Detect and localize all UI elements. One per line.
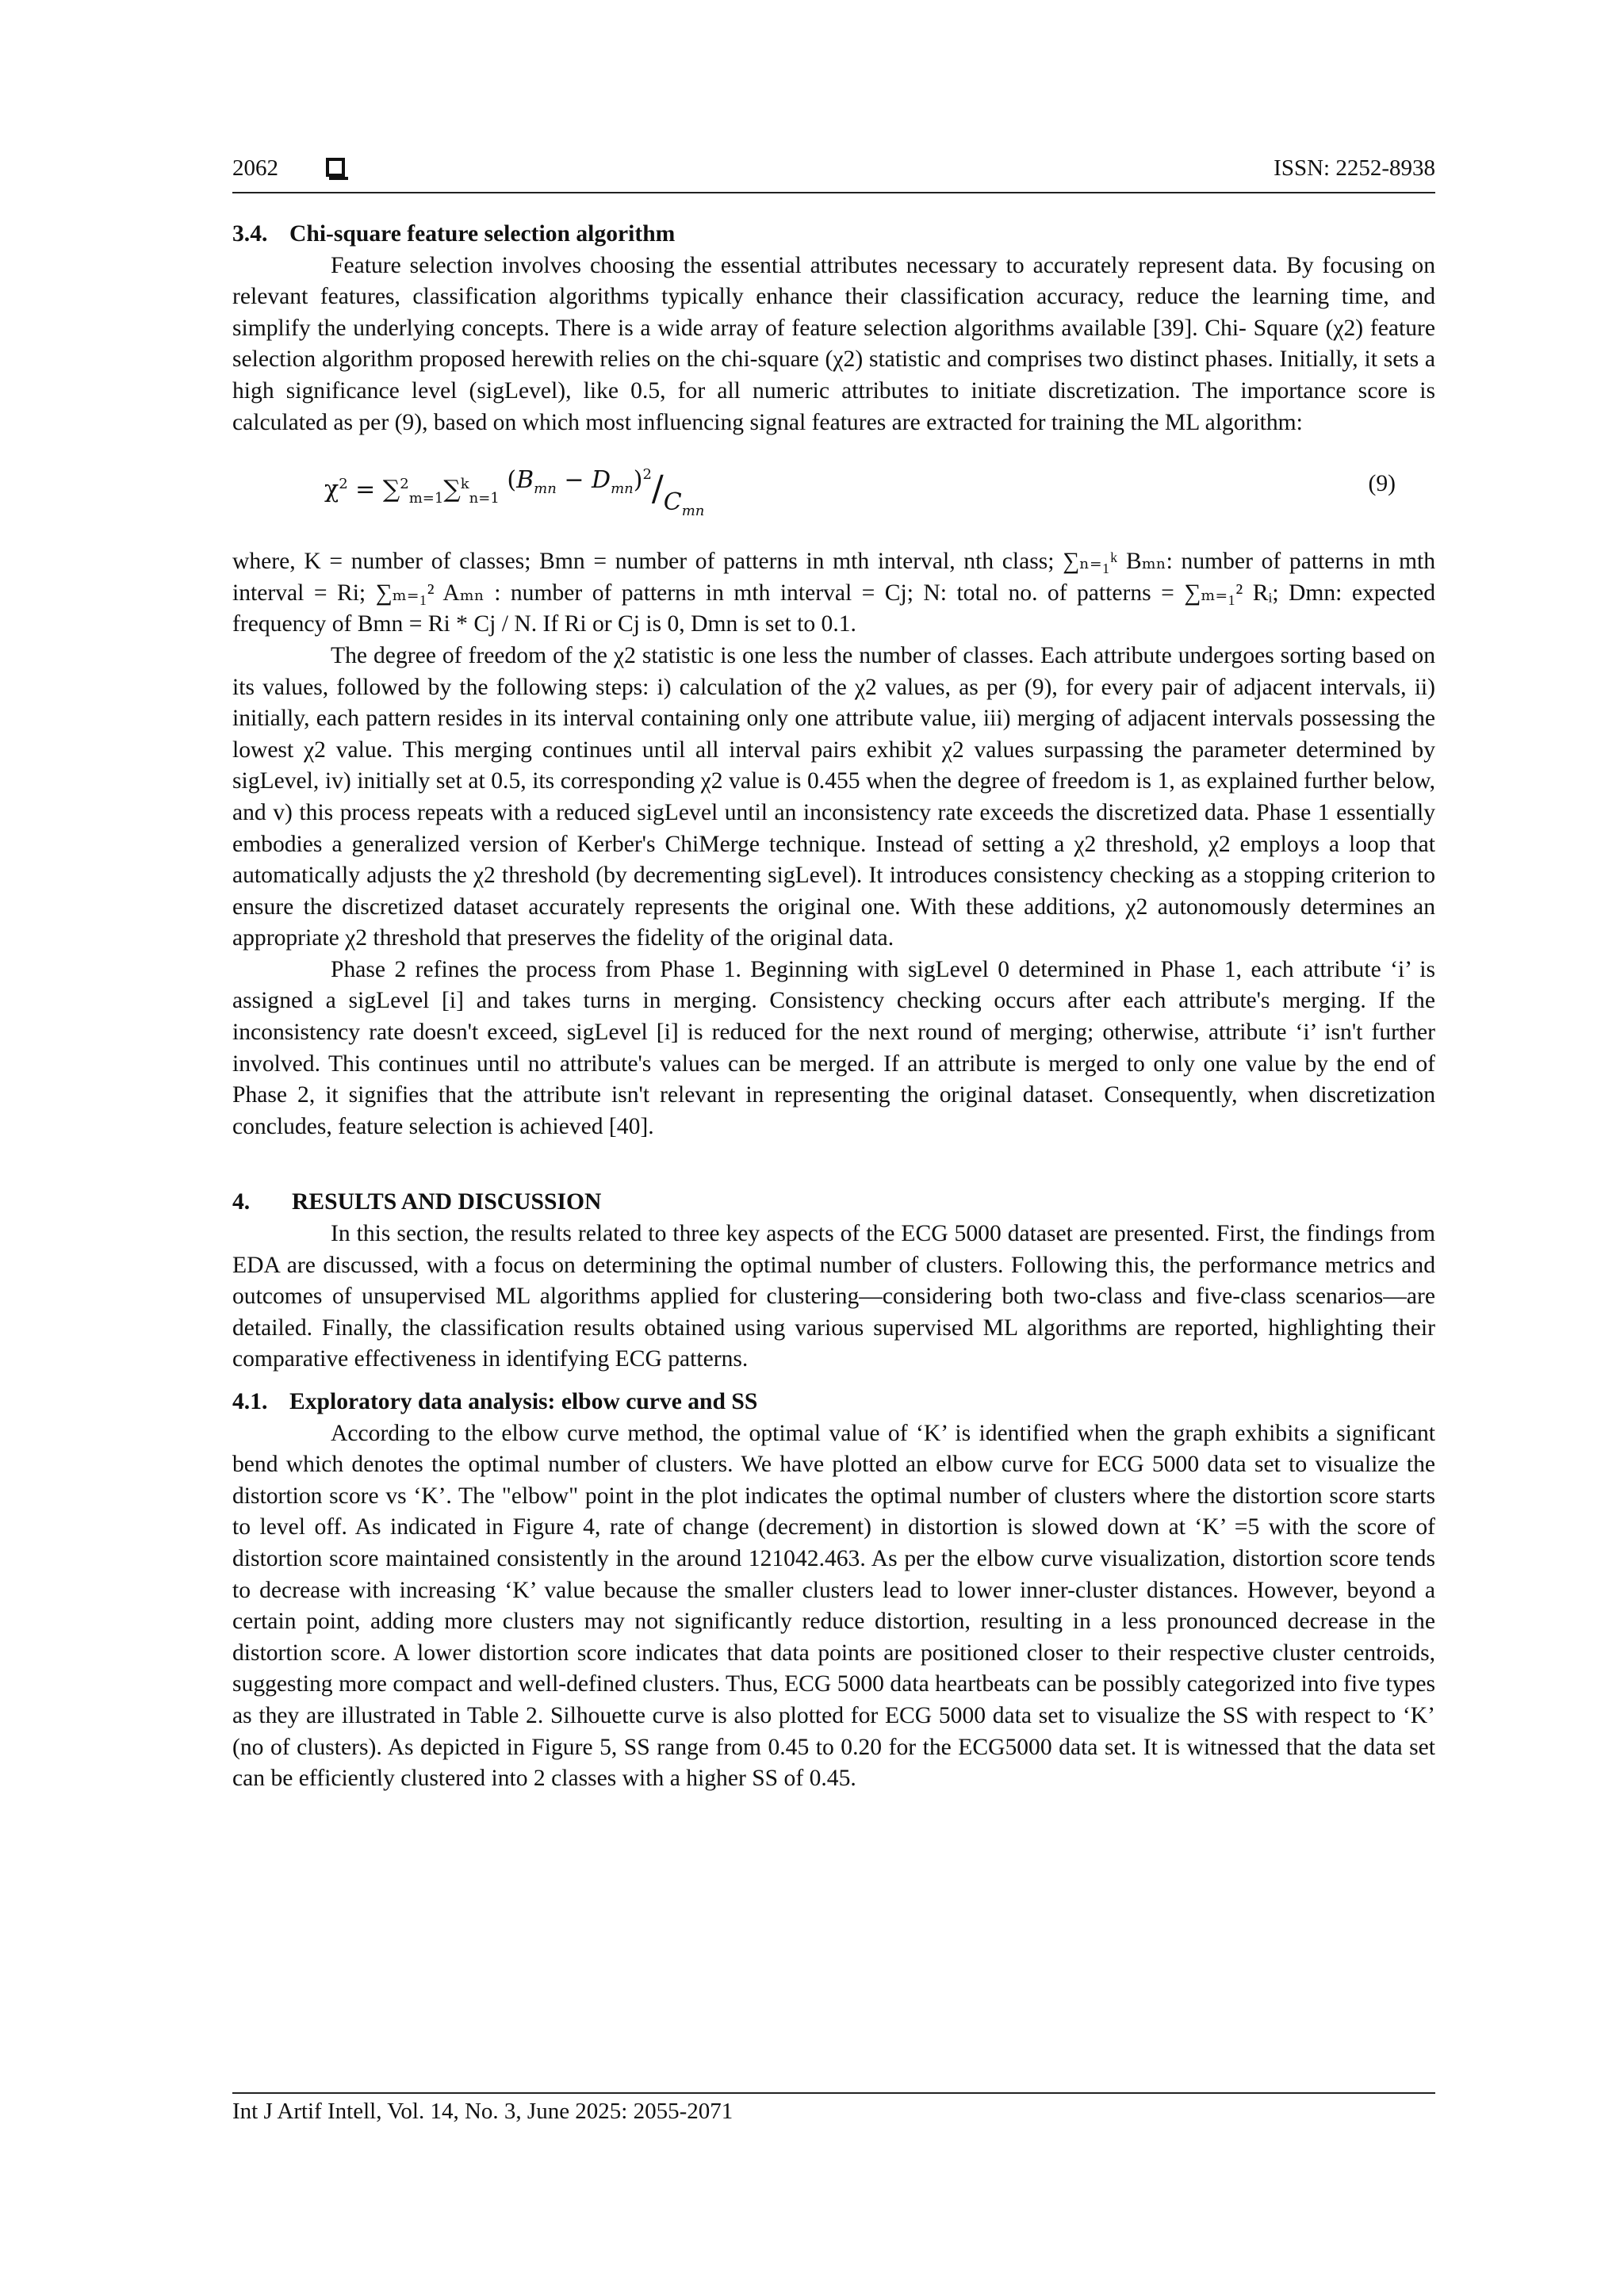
section-title: Exploratory data analysis: elbow curve and SS: [289, 1389, 758, 1414]
paragraph: Feature selection involves choosing the essential attributes necessary to accurately represent data. By focusing on relevant features, classification algorithms typically enhance their classification accuracy, reduce the learning time, and simplify the underlying concepts. There is a wide array of feature selection algorithms available [39]. Chi- Square (χ2) feature selection algorithm proposed herewith relies on the chi-square (χ2) statistic and comprises two distinct phases. Initially, it sets a high significance level (sigLevel), like 0.5, for all numeric attributes to initiate discretization. The importance score is calculated as per (9), based on which most influencing signal features are extracted for training the ML algorithm:: [232, 252, 1435, 435]
equation-9: [232, 454, 1435, 530]
square-bullet-icon: [326, 158, 345, 177]
section-title: Chi-square feature selection algorithm: [289, 221, 676, 247]
paragraph: where, K = number of classes; Bmn = number of patterns in mth interval, nth class; ∑ₙ₌₁ᵏ Bₘₙ: number of patterns in mth interval = Ri; ∑ₘ₌₁² Aₘₙ : number of patterns in mth interval = Cj; N: total no. of patterns = ∑ₘ₌₁² Rᵢ; Dmn: expected frequency of Bmn = Ri * Cj / N. If Ri or Cj is 0, Dmn is set to 0.1.: [232, 549, 1435, 637]
issn: ISSN: 2252-8938: [1274, 155, 1435, 181]
equation-number: (9): [1368, 471, 1396, 497]
paragraph: Phase 2 refines the process from Phase 1. Beginning with sigLevel 0 determined in Phase 1, each attribute ‘i’ is assigned a sigLevel [i] and takes turns in merging. Consistency checking occurs after each attribute's merging. If the inconsistency rate doesn't exceed, sigLevel [i] is reduced for the next round of merging; otherwise, attribute ‘i’ isn't further involved. This continues until no attribute's values can be merged. If an attribute is merged to only one value by the end of Phase 2, it signifies that the attribute isn't relevant in representing the original dataset. Consequently, when discretization concludes, feature selection is achieved [40].: [232, 956, 1435, 1139]
section-number: 4.: [232, 1189, 251, 1215]
section-4-heading: [232, 1187, 1435, 1219]
journal-citation: Int J Artif Intell, Vol. 14, No. 3, June 2025: 2055-2071: [232, 2099, 733, 2124]
section-title: RESULTS AND DISCUSSION: [292, 1189, 602, 1215]
section-number: 4.1.: [232, 1389, 268, 1414]
page-header: [232, 155, 1435, 193]
page-footer: [232, 2092, 1435, 2125]
chi-square-formula: $\chi^2 = \sum^2_{m=1}\sum^k_{n=1}$ $(B_{mn} - D_{mn})^2/C_{mn}$: [324, 466, 705, 520]
page-number: 2062: [232, 155, 278, 181]
paragraph: In this section, the results related to three key aspects of the ECG 5000 dataset are presented. First, the findings from EDA are discussed, with a focus on determining the optimal number of clusters. Following this, the performance metrics and outcomes of unsupervised ML algorithms applied for clustering—considering both two-class and five-class scenarios—are detailed. Finally, the classification results obtained using various supervised ML algorithms are reported, highlighting their comparative effectiveness in identifying ECG patterns.: [232, 1221, 1435, 1372]
section-3-4-heading: [232, 219, 1435, 251]
section-4-1-heading: [232, 1387, 1435, 1418]
page-content: [232, 219, 1435, 1795]
paragraph: According to the elbow curve method, the optimal value of ‘K’ is identified when the graph exhibits a significant bend which denotes the optimal number of clusters. We have plotted an elbow curve for ECG 5000 data set to visualize the distortion score vs ‘K’. The "elbow" point in the plot indicates the optimal number of clusters where the distortion score starts to level off. As indicated in Figure 4, rate of change (decrement) in distortion is slowed down at ‘K’ =5 with the score of distortion score maintained consistently in the around 121042.463. As per the elbow curve visualization, distortion score tends to decrease with increasing ‘K’ value because the smaller clusters lead to lower inner-cluster distances. However, beyond a certain point, adding more clusters may not significantly reduce distortion, resulting in a less pronounced decrease in the distortion score. A lower distortion score indicates that data points are positioned closer to their respective cluster centroids, suggesting more compact and well-defined clusters. Thus, ECG 5000 data heartbeats can be possibly categorized into five types as they are illustrated in Table 2. Silhouette curve is also plotted for ECG 5000 data set to visualize the SS with respect to ‘K’ (no of clusters). As depicted in Figure 5, SS range from 0.45 to 0.20 for the ECG5000 data set. It is witnessed that the data set can be efficiently clustered into 2 classes with a higher SS of 0.45.: [232, 1420, 1435, 1792]
section-number: 3.4.: [232, 221, 268, 247]
paragraph: The degree of freedom of the χ2 statistic is one less the number of classes. Each attribute undergoes sorting based on its values, followed by the following steps: i) calculation of the χ2 values, as per (9), for every pair of adjacent intervals, ii) initially, each pattern resides in its interval containing only one attribute value, iii) merging of adjacent intervals possessing the lowest χ2 value. This merging continues until all interval pairs exhibit χ2 values surpassing the parameter determined by sigLevel, iv) initially set at 0.5, its corresponding χ2 value is 0.455 when the degree of freedom is 1, as explained further below, and v) this process repeats with a reduced sigLevel until an inconsistency rate exceeds the discretized data. Phase 1 essentially embodies a generalized version of Kerber's ChiMerge technique. Instead of setting a χ2 threshold, χ2 employs a loop that automatically adjusts the χ2 threshold (by decrementing sigLevel). It introduces consistency checking as a stopping criterion to ensure the discretized dataset accurately represents the original one. With these additions, χ2 autonomously determines an appropriate χ2 threshold that preserves the fidelity of the original data.: [232, 642, 1435, 951]
